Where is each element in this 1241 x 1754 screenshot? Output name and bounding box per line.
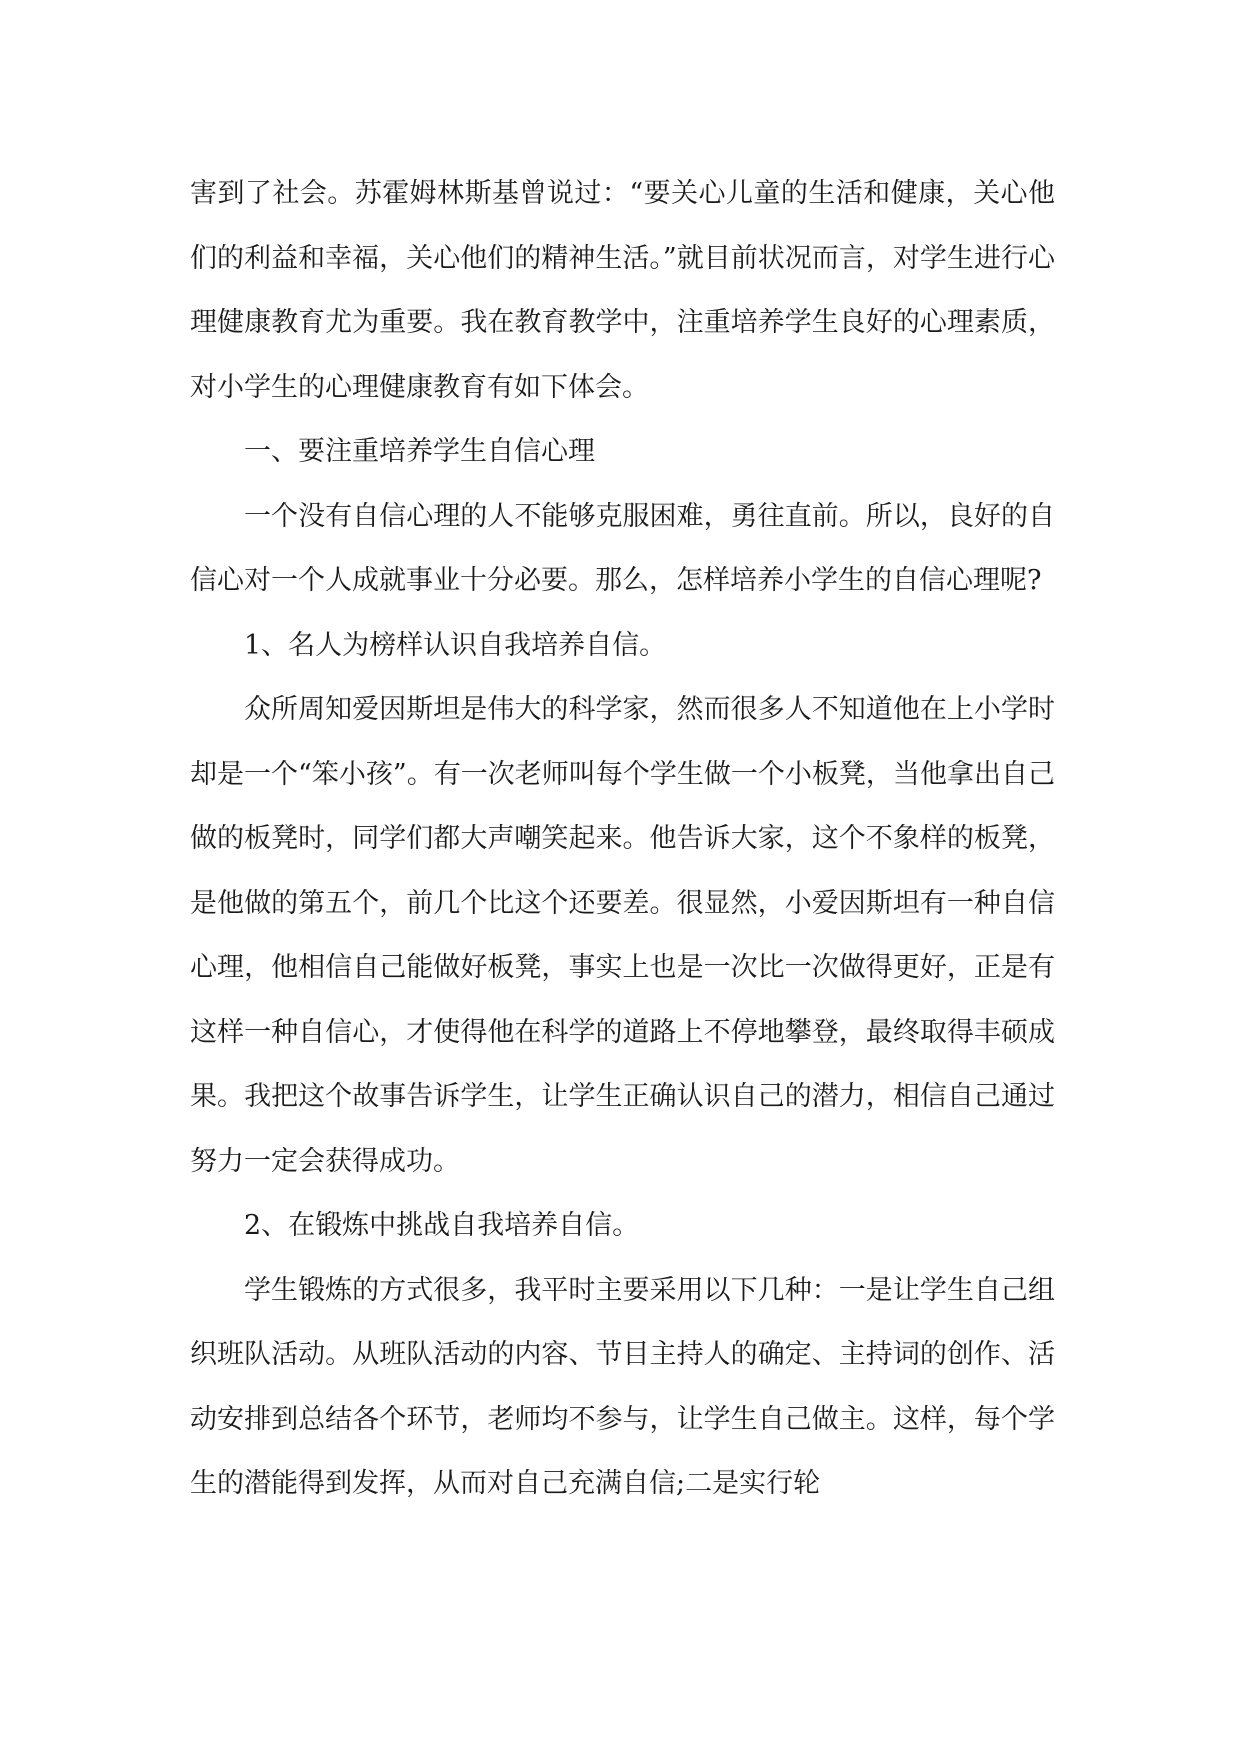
subheading-challenge-self: 2、在锻炼中挑战自我培养自信。 bbox=[244, 1210, 640, 1241]
document-body bbox=[190, 162, 1055, 1517]
subheading-role-model: 1、名人为榜样认识自我培养自信。 bbox=[244, 629, 667, 661]
section-heading-confidence: 一、要注重培养学生自信心理 bbox=[244, 436, 595, 467]
paragraph-confidence-importance: 一个没有自信心理的人不能够克服困难，勇往直前。所以，良好的自信心对一个人成就事业十分必要。那么，怎样培养小学生的自信心理呢? bbox=[190, 500, 1055, 596]
paragraph-einstein-story: 众所周知爱因斯坦是伟大的科学家，然而很多人不知道他在上小学时却是一个“笨小孩”。有一次老师叫每个学生做一个小板凳，当他拿出自己做的板凳时，同学们都大声嘲笑起来。他告诉大家，这个不象样的板凳，是他做的第五个，前几个比这个还要差。很显然，小爱因斯坦有一种自信心理，他相信自己能做好板凳，事实上也是一次比一次做得更好，正是有这样一种自信心，才使得他在科学的道路上不停地攀登，最终取得丰硕成果。我把这个故事告诉学生，让学生正确认识自己的潜力，相信自己通过努力一定会获得成功。 bbox=[190, 694, 1055, 1177]
paragraph-intro: 害到了社会。苏霍姆林斯基曾说过：“要关心儿童的生活和健康，关心他们的利益和幸福，关心他们的精神生活。”就目前状况而言，对学生进行心理健康教育尤为重要。我在教育教学中，注重培养学生良好的心理素质，对小学生的心理健康教育有如下体会。 bbox=[190, 178, 1055, 403]
paragraph-exercise-methods: 学生锻炼的方式很多，我平时主要采用以下几种：一是让学生自己组织班队活动。从班队活动的内容、节目主持人的确定、主持词的创作、活动安排到总结各个环节，老师均不参与，让学生自己做主。这样，每个学生的潜能得到发挥，从而对自己充满自信;二是实行轮 bbox=[190, 1274, 1055, 1499]
